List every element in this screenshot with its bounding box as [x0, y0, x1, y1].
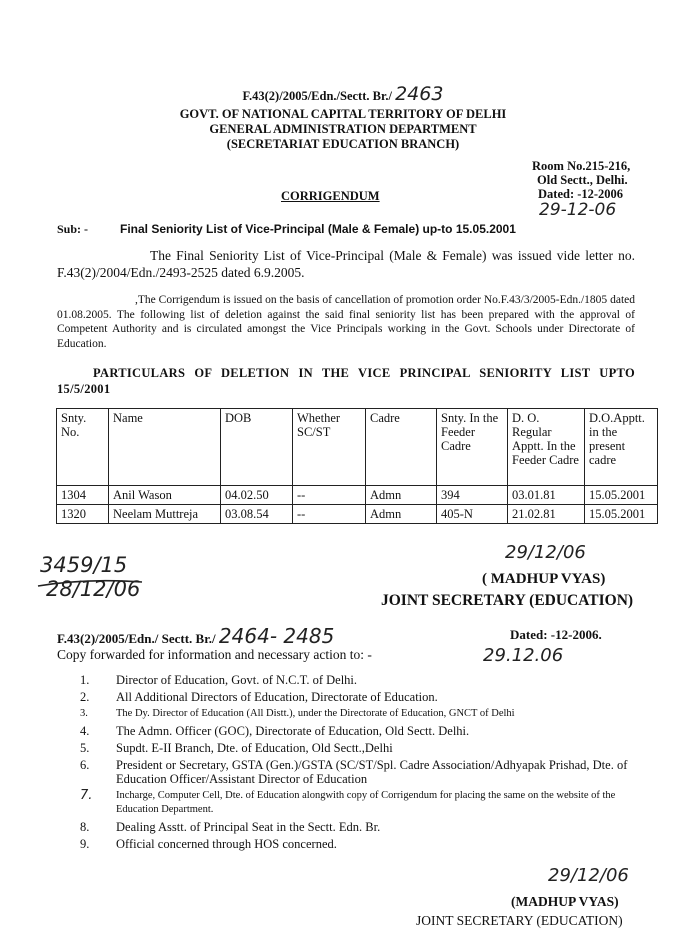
endorsement-date-handwritten: 29.12.06: [483, 645, 564, 666]
list-item: 5. Supdt. E-II Branch, Dte. of Education, Old Sectt.,Delhi: [80, 741, 393, 755]
cell-feeder-seniority: 394: [437, 486, 508, 505]
endorsement-file-number-handwritten: 2464- 2485: [218, 624, 335, 648]
signatory-name-1: ( MADHUP VYAS): [482, 571, 606, 587]
header-dob: DOB: [221, 409, 293, 486]
header-feeder-seniority: Snty. In the Feeder Cadre: [437, 409, 508, 486]
header-sc-st: Whether SC/ST: [293, 409, 366, 486]
header-snty-no: Snty. No.: [57, 409, 109, 486]
header-present-appointment: D.O.Apptt. in the present cadre: [585, 409, 658, 486]
list-item: 8. Dealing Asstt. of Principal Seat in the Sectt. Edn. Br.: [80, 820, 381, 834]
cell-dob: 04.02.50: [221, 486, 293, 505]
cell-feeder-seniority: 405-N: [437, 505, 508, 524]
page-title: CORRIGENDUM: [281, 189, 380, 203]
cell-present-appointment: 15.05.2001: [585, 486, 658, 505]
address-date: Dated: -12-2006: [538, 187, 624, 201]
cell-cadre: Admn: [366, 486, 437, 505]
endorsement-date: Dated: -12-2006.: [510, 627, 602, 642]
endorsement-file-line: [57, 624, 334, 648]
table-row: [57, 486, 658, 505]
cell-regular-appointment: 03.01.81: [508, 486, 585, 505]
header-regular-appointment: D. O. Regular Apptt. In the Feeder Cadre: [508, 409, 585, 486]
list-item: 3. The Dy. Director of Education (All Distt.), under the Directorate of Education, GNCT of Delhi: [80, 708, 515, 719]
cell-regular-appointment: 21.02.81: [508, 505, 585, 524]
cell-dob: 03.08.54: [221, 505, 293, 524]
cell-sc-st: --: [293, 505, 366, 524]
signature-2: 29/12/06: [548, 865, 629, 886]
cell-name: Neelam Muttreja: [109, 505, 221, 524]
cell-sc-st: --: [293, 486, 366, 505]
cell-cadre: Admn: [366, 505, 437, 524]
list-item: 2. All Additional Directors of Education, Directorate of Education.: [80, 690, 438, 704]
file-number-line: [0, 83, 686, 105]
signature-1: 29/12/06: [505, 542, 586, 563]
dept-heading: GENERAL ADMINISTRATION DEPARTMENT: [209, 122, 477, 136]
endorsement-file-number: F.43(2)/2005/Edn./ Sectt. Br./: [57, 631, 216, 646]
copy-forwarded-text: Copy forwarded for information and necessary action to: -: [57, 647, 372, 662]
diary-number: 3459/15: [40, 553, 128, 577]
address-block: [532, 159, 672, 201]
intro-paragraph: The Final Seniority List of Vice-Principal (Male & Female) was issued vide letter no. F.43(2)/2004/Edn./2493-2525 dated 6.9.2005.: [57, 248, 635, 280]
recipient-list: [80, 673, 650, 854]
address-date-handwritten: 29-12-06: [539, 200, 617, 220]
table-row: [57, 505, 658, 524]
file-number: F.43(2)/2005/Edn./Sectt. Br./: [242, 89, 392, 103]
corrigendum-paragraph: ,The Corrigendum is issued on the basis of cancellation of promotion order No.F.43/3/2005-Edn./1805 dated 01.08.2005. The following list of deletion against the said final seniority list has been prepared with the approval of Competent Authority and is circulated amongst the Vice Principals working in the Govt. Schools under Directorate of Education.: [57, 294, 635, 350]
signatory-title-1: JOINT SECRETARY (EDUCATION): [381, 592, 634, 609]
signatory-title-2: JOINT SECRETARY (EDUCATION): [416, 913, 623, 928]
diary-stamp-underline: [36, 576, 146, 590]
subject-label: Sub: -: [57, 222, 89, 236]
deletion-table: [56, 408, 658, 524]
list-item: 6. President or Secretary, GSTA (Gen.)/GSTA (SC/ST/Spl. Cadre Association/Adhyapak Prishad, Dte. of Education Officer/Assistant Director of Education: [80, 758, 628, 786]
cell-present-appointment: 15.05.2001: [585, 505, 658, 524]
list-item: 7. Incharge, Computer Cell, Dte. of Education alongwith copy of Corrigendum for placing the same on the website of the Education Department.: [80, 788, 616, 815]
particulars-heading: PARTICULARS OF DELETION IN THE VICE PRINCIPAL SENIORITY LIST UPTO 15/5/2001: [57, 366, 635, 396]
branch-heading: (SECRETARIAT EDUCATION BRANCH): [226, 137, 460, 151]
cell-snty-no: 1304: [57, 486, 109, 505]
room-number: Room No.215-216,: [532, 159, 631, 173]
table-header-row: [57, 409, 658, 486]
diary-date: 28/12/06: [46, 577, 141, 601]
cell-snty-no: 1320: [57, 505, 109, 524]
govt-heading: GOVT. OF NATIONAL CAPITAL TERRITORY OF DELHI: [179, 107, 507, 121]
cell-name: Anil Wason: [109, 486, 221, 505]
subject-text: Final Seniority List of Vice-Principal (Male & Female) up-to 15.05.2001: [120, 222, 516, 236]
file-number-handwritten: 2463: [395, 83, 444, 105]
list-item: 1. Director of Education, Govt. of N.C.T. of Delhi.: [80, 673, 358, 687]
list-item: 4. The Admn. Officer (GOC), Directorate of Education, Old Sectt. Delhi.: [80, 724, 470, 738]
office-place: Old Sectt., Delhi.: [537, 173, 628, 187]
list-item: 9. Official concerned through HOS concerned.: [80, 837, 337, 851]
header-name: Name: [109, 409, 221, 486]
header-cadre: Cadre: [366, 409, 437, 486]
signatory-name-2: (MADHUP VYAS): [511, 894, 619, 909]
